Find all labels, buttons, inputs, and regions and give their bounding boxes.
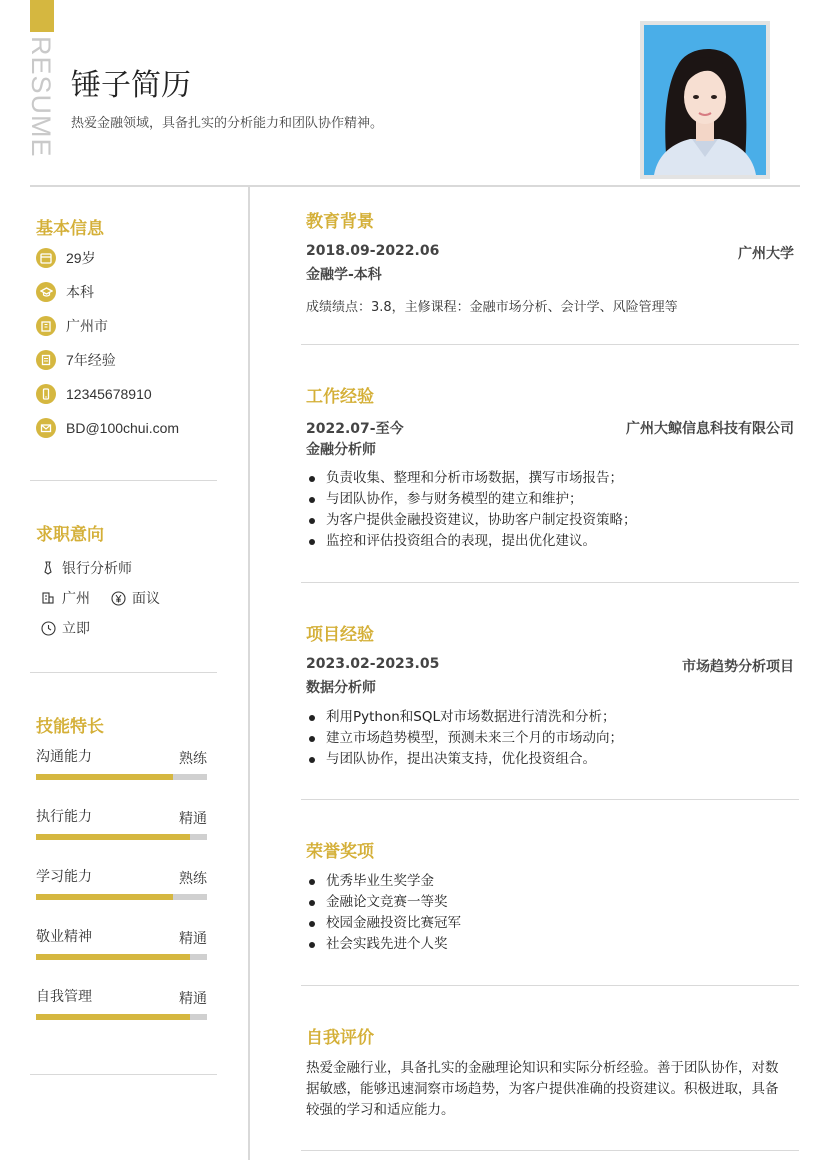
job-availability — [40, 618, 90, 638]
sidebar-divider — [30, 1074, 217, 1075]
list-item: 优秀毕业生奖学金 — [306, 871, 461, 892]
project-tasks-list — [306, 707, 623, 770]
section-divider — [301, 1150, 799, 1151]
info-experience — [36, 349, 116, 371]
skill-bar — [36, 774, 207, 780]
building-icon — [36, 316, 56, 336]
skill-bar — [36, 834, 207, 840]
section-divider — [301, 799, 799, 800]
self-eval-text: 热爱金融行业，具备扎实的金融理论知识和实际分析经验。善于团队协作，对数据敏感，能够迅速洞察市场趋势，为客户提供准确的投资建议。积极进取，具备较强的学习和适应能力。 — [306, 1060, 779, 1118]
skill-bar — [36, 1014, 207, 1020]
job-salary-text: 面议 — [132, 591, 160, 607]
skill-name: 学习能力 — [36, 869, 92, 885]
resume-accent-bar — [30, 0, 54, 32]
work-company: 广州大鲸信息科技有限公司 — [626, 421, 794, 437]
work-duties-list — [306, 468, 637, 552]
project-title: 项目经验 — [306, 625, 374, 645]
project-role: 数据分析师 — [306, 680, 376, 696]
honors-list — [306, 871, 461, 955]
building-outline-icon — [40, 590, 56, 606]
sidebar-divider — [30, 480, 217, 481]
skill-name: 执行能力 — [36, 809, 92, 825]
skill-name: 沟通能力 — [36, 749, 92, 765]
info-degree — [36, 281, 94, 303]
section-divider — [301, 344, 799, 345]
project-period: 2023.02-2023.05 — [306, 656, 440, 672]
job-intent-title: 求职意向 — [36, 525, 104, 545]
info-phone-text: 12345678910 — [66, 386, 152, 402]
resume-vertical-label: RESUME — [26, 36, 56, 158]
skill-level: 精通 — [179, 931, 207, 947]
job-position — [40, 558, 132, 578]
list-item: 建立市场趋势模型，预测未来三个月的市场动向； — [306, 728, 623, 749]
clock-icon — [40, 620, 56, 636]
work-period: 2022.07-至今 — [306, 421, 404, 437]
job-position-text: 银行分析师 — [62, 561, 132, 577]
section-divider — [301, 582, 799, 583]
mail-icon — [36, 418, 56, 438]
tagline: 热爱金融领域，具备扎实的分析能力和团队协作精神。 — [71, 116, 384, 131]
skill-bar — [36, 894, 207, 900]
education-title: 教育背景 — [306, 212, 374, 232]
list-item: 利用Python和SQL对市场数据进行清洗和分析； — [306, 707, 623, 728]
education-period: 2018.09-2022.06 — [306, 243, 440, 259]
section-divider — [301, 985, 799, 986]
list-item: 与团队协作，提出决策支持，优化投资组合。 — [306, 749, 623, 770]
project-name: 市场趋势分析项目 — [682, 659, 794, 675]
portrait-illustration — [644, 25, 766, 175]
honors-title: 荣誉奖项 — [306, 842, 374, 862]
job-availability-text: 立即 — [62, 621, 90, 637]
skill-bar-fill — [36, 1014, 190, 1020]
info-age — [36, 247, 96, 269]
skill-level: 精通 — [179, 991, 207, 1007]
sidebar-divider — [30, 672, 217, 673]
skill-bar-fill — [36, 954, 190, 960]
info-email-text: BD@100chui.com — [66, 420, 180, 436]
page-title: 锤子简历 — [71, 68, 191, 103]
list-item: 监控和评估投资组合的表现，提出优化建议。 — [306, 531, 637, 552]
basic-info-title: 基本信息 — [36, 219, 104, 239]
skill-bar — [36, 954, 207, 960]
info-city-text: 广州市 — [66, 318, 108, 334]
skill-level: 熟练 — [179, 751, 207, 767]
job-city — [40, 588, 90, 608]
profile-photo — [640, 21, 770, 179]
info-experience-text: 7年经验 — [66, 352, 116, 368]
job-salary — [110, 588, 160, 608]
list-item: 为客户提供金融投资建议，协助客户制定投资策略； — [306, 510, 637, 531]
info-degree-text: 本科 — [66, 284, 94, 300]
skills-title: 技能特长 — [36, 717, 104, 737]
info-city — [36, 315, 108, 337]
document-icon — [36, 350, 56, 370]
skill-name: 自我管理 — [36, 989, 92, 1005]
job-city-text: 广州 — [62, 591, 90, 607]
info-phone — [36, 383, 152, 405]
calendar-icon — [36, 248, 56, 268]
graduation-cap-icon — [36, 282, 56, 302]
list-item: 校园金融投资比赛冠军 — [306, 913, 461, 934]
skill-name: 敬业精神 — [36, 929, 92, 945]
column-divider — [248, 187, 250, 1160]
tie-icon — [40, 560, 56, 576]
education-detail: 成绩绩点：3.8，主修课程：金融市场分析、会计学、风险管理等 — [306, 300, 678, 315]
skill-bar-fill — [36, 774, 173, 780]
education-major: 金融学-本科 — [306, 267, 382, 283]
self-eval-title: 自我评价 — [306, 1028, 374, 1048]
skill-level: 熟练 — [179, 871, 207, 887]
skill-bar-fill — [36, 894, 173, 900]
list-item: 社会实践先进个人奖 — [306, 934, 461, 955]
skill-level: 精通 — [179, 811, 207, 827]
header-divider — [30, 185, 800, 187]
work-title: 工作经验 — [306, 387, 374, 407]
skill-bar-fill — [36, 834, 190, 840]
info-age-text: 29岁 — [66, 250, 96, 266]
list-item: 负责收集、整理和分析市场数据，撰写市场报告； — [306, 468, 637, 489]
list-item: 与团队协作，参与财务模型的建立和维护； — [306, 489, 637, 510]
work-role: 金融分析师 — [306, 442, 376, 458]
info-email — [36, 417, 179, 439]
phone-icon — [36, 384, 56, 404]
education-school: 广州大学 — [738, 246, 794, 262]
list-item: 金融论文竞赛一等奖 — [306, 892, 461, 913]
yen-icon — [110, 590, 126, 606]
